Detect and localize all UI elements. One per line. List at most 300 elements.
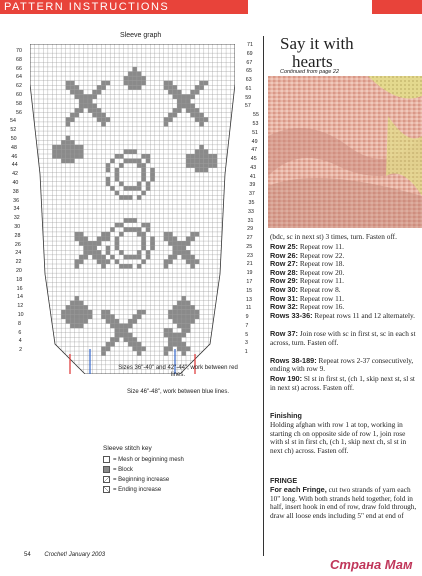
block-cell [115, 328, 119, 333]
block-cell [101, 237, 105, 242]
block-cell [168, 347, 172, 352]
page-footer [24, 552, 105, 558]
block-cell [83, 310, 87, 315]
block-cell [186, 250, 190, 255]
block-cell [168, 333, 172, 338]
block-cell [204, 163, 208, 168]
block-cell [141, 168, 145, 173]
right-row-number: 17 [246, 279, 253, 285]
block-cell [164, 81, 168, 86]
pattern-row [270, 330, 420, 347]
block-cell [199, 81, 203, 86]
pattern-intro: (bdc, sc in next st) 3 times, turn. Fasten off. [270, 232, 397, 241]
block-cell [182, 301, 186, 306]
block-cell [133, 227, 137, 232]
left-row-number: 30 [14, 224, 21, 230]
pattern-row [270, 375, 420, 392]
block-cell [106, 342, 110, 347]
block-cell [182, 250, 186, 255]
pattern-row-label: Rows 33-36: [270, 310, 313, 320]
block-cell [168, 85, 172, 90]
left-row-number: 50 [10, 136, 17, 142]
block-cell [57, 154, 61, 159]
pattern-row-text: Repeat row 8. [299, 285, 341, 294]
right-row-number: 3 [245, 340, 248, 347]
block-cell [115, 259, 119, 264]
block-cell [173, 255, 177, 260]
block-cell [182, 324, 186, 329]
right-row-number: 21 [246, 261, 253, 268]
block-cell [199, 149, 203, 154]
right-row-number: 63 [245, 77, 252, 84]
pattern-row-label: Rows 38-189: [270, 355, 317, 365]
block-cell [182, 351, 186, 356]
block-cell [186, 154, 190, 159]
block-cell [199, 159, 203, 164]
block-cell [70, 117, 74, 122]
block-cell [199, 113, 203, 118]
block-cell [75, 85, 79, 90]
block-cell [164, 122, 168, 127]
block-cell [115, 319, 119, 324]
block-cell [75, 154, 79, 159]
block-cell [177, 314, 181, 319]
block-cell [115, 168, 119, 173]
block-cell [128, 159, 132, 164]
block-cell [75, 301, 79, 306]
left-row-number: 54 [10, 118, 16, 125]
block-cell [168, 337, 172, 342]
block-cell [101, 81, 105, 86]
block-cell [110, 337, 114, 342]
left-row-number: 18 [16, 276, 23, 283]
pattern-row [270, 312, 420, 321]
block-cell [182, 333, 186, 338]
block-cell [208, 163, 212, 168]
block-cell [150, 246, 154, 251]
pattern-row-text: Repeat row 18. [299, 259, 345, 269]
block-cell [61, 154, 65, 159]
block-cell [79, 259, 83, 264]
block-cell [141, 191, 145, 196]
block-cell [182, 241, 186, 246]
block-cell [168, 314, 172, 319]
block-cell [79, 108, 83, 113]
afghan-photo [268, 76, 422, 228]
block-cell [150, 241, 154, 246]
block-cell [182, 305, 186, 310]
block-cell [133, 255, 137, 260]
block-cell [119, 264, 123, 269]
block-cell [79, 145, 83, 150]
block-cell [173, 319, 177, 324]
block-cell [146, 255, 150, 260]
block-cell [79, 237, 83, 242]
block-cell [190, 104, 194, 109]
block-cell [124, 159, 128, 164]
block-cell [182, 296, 186, 301]
block-cell [177, 305, 181, 310]
size-note-blue: Size 46"-48", work between blue lines. [127, 389, 229, 395]
block-cell [195, 310, 199, 315]
left-row-number: 24 [15, 250, 22, 257]
block-cell [141, 163, 145, 168]
block-cell [177, 310, 181, 315]
pattern-row-label: Row 25: [270, 242, 298, 251]
block-cell [173, 90, 177, 95]
block-cell [195, 259, 199, 264]
block-cell [168, 328, 172, 333]
block-cell [173, 342, 177, 347]
right-row-number: 33 [248, 208, 254, 215]
key-ending-increase [103, 486, 161, 493]
block-cell [182, 319, 186, 324]
block-cell [128, 76, 132, 81]
block-cell [66, 81, 70, 86]
block-cell [177, 324, 181, 329]
right-row-number: 1 [244, 349, 248, 356]
block-cell [168, 259, 172, 264]
block-cell [61, 310, 65, 315]
block-cell [119, 163, 123, 168]
block-cell [141, 154, 145, 159]
block-cell [128, 255, 132, 260]
continued-note: Continued from page 22 [280, 69, 340, 75]
block-cell [173, 250, 177, 255]
block-cell [133, 149, 137, 154]
pattern-row-label: Row 32: [270, 302, 298, 312]
block-cell [101, 113, 105, 118]
pattern-row-text: Repeat row 16. [299, 302, 345, 312]
sleeve-graph-svg [30, 44, 235, 374]
block-cell [204, 168, 208, 173]
block-cell [110, 324, 114, 329]
block-cell [173, 305, 177, 310]
block-cell [168, 113, 172, 118]
block-cell [101, 255, 105, 260]
block-cell [92, 246, 96, 251]
block-cell [101, 264, 105, 269]
block-cell [141, 232, 145, 237]
block-cell [150, 172, 154, 177]
block-cell [75, 259, 79, 264]
block-cell [141, 246, 145, 251]
block-cell [115, 324, 119, 329]
pattern-row-text: Repeat row 11. [299, 242, 344, 251]
key-block-label: = Block [113, 466, 133, 473]
block-cell [97, 255, 101, 260]
right-row-number: 23 [247, 252, 253, 259]
block-cell [213, 163, 217, 168]
block-cell [97, 241, 101, 246]
block-cell [106, 177, 110, 182]
right-row-number: 45 [250, 156, 257, 163]
left-row-number: 32 [13, 215, 20, 222]
left-row-number: 34 [13, 206, 20, 213]
pattern-row [270, 357, 420, 374]
block-cell [88, 250, 92, 255]
block-cell [75, 319, 79, 324]
left-row-number: 4 [18, 338, 22, 345]
block-cell [66, 136, 70, 141]
right-row-number: 65 [246, 68, 252, 75]
block-cell [79, 99, 83, 104]
block-cell [141, 177, 145, 182]
left-row-number: 22 [15, 259, 22, 266]
block-cell [66, 159, 70, 164]
block-cell [97, 113, 101, 118]
block-cell [190, 237, 194, 242]
block-cell [164, 85, 168, 90]
key-beginning-increase-label: = Beginning increase [113, 476, 170, 483]
block-cell [101, 347, 105, 352]
block-cell [177, 241, 181, 246]
block-cell [146, 182, 150, 187]
block-cell [164, 259, 168, 264]
block-cell [128, 337, 132, 342]
block-cell [106, 319, 110, 324]
block-cell [61, 145, 65, 150]
block-cell [101, 351, 105, 356]
block-cell [164, 237, 168, 242]
block-cell [79, 232, 83, 237]
left-row-number: 58 [16, 100, 22, 107]
block-cell [150, 237, 154, 242]
block-cell [97, 85, 101, 90]
block-cell [199, 117, 203, 122]
block-cell [195, 85, 199, 90]
block-cell [106, 246, 110, 251]
block-cell [79, 310, 83, 315]
block-cell [83, 319, 87, 324]
block-cell [88, 241, 92, 246]
block-cell [182, 328, 186, 333]
block-cell [97, 108, 101, 113]
block-cell [146, 154, 150, 159]
pattern-row-text: Repeat rows 11 and 12 alternately. [314, 310, 415, 320]
block-cell [79, 241, 83, 246]
right-row-number: 59 [245, 94, 252, 101]
block-cell [52, 154, 56, 159]
fringe-label: For each Fringe, [270, 485, 327, 494]
block-cell [195, 232, 199, 237]
block-cell [106, 310, 110, 315]
block-cell [186, 104, 190, 109]
finishing-title: Finishing [270, 411, 302, 420]
column-divider [263, 36, 264, 556]
block-cell [133, 314, 137, 319]
block-cell [97, 117, 101, 122]
block-cell [177, 301, 181, 306]
block-cell [137, 310, 141, 315]
block-cell [124, 255, 128, 260]
block-cell [83, 94, 87, 99]
left-row-number: 42 [12, 171, 18, 178]
block-cell [66, 305, 70, 310]
block-cell [52, 145, 56, 150]
block-cell [133, 337, 137, 342]
block-cell [124, 186, 128, 191]
left-row-number: 52 [10, 127, 17, 134]
right-row-number: 57 [244, 103, 251, 110]
key-mesh-label: = Mesh or beginning mesh [113, 456, 184, 463]
fringe-text [270, 486, 420, 520]
block-cell [164, 117, 168, 122]
block-cell [177, 333, 181, 338]
block-cell [115, 337, 119, 342]
block-cell [133, 67, 137, 72]
block-cell [208, 159, 212, 164]
block-cell [70, 154, 74, 159]
block-cell [173, 333, 177, 338]
block-cell [182, 104, 186, 109]
block-cell [119, 333, 123, 338]
block-cell [52, 149, 56, 154]
left-row-number: 36 [13, 197, 20, 204]
block-cell [141, 310, 145, 315]
block-cell [70, 145, 74, 150]
block-swatch-icon [103, 466, 110, 473]
block-cell [75, 310, 79, 315]
block-cell [124, 149, 128, 154]
block-cell [186, 305, 190, 310]
article-title [280, 35, 354, 71]
left-row-number: 62 [16, 83, 22, 90]
block-cell [168, 81, 172, 86]
block-cell [101, 310, 105, 315]
right-row-number: 15 [246, 287, 253, 294]
block-cell [83, 104, 87, 109]
block-cell [124, 264, 128, 269]
block-cell [83, 241, 87, 246]
block-cell [177, 94, 181, 99]
block-cell [141, 241, 145, 246]
block-cell [141, 223, 145, 228]
block-cell [92, 250, 96, 255]
block-cell [92, 90, 96, 95]
block-cell [177, 342, 181, 347]
block-cell [137, 85, 141, 90]
block-cell [213, 159, 217, 164]
block-cell [101, 314, 105, 319]
header-title: PATTERN INSTRUCTIONS [4, 1, 170, 13]
block-cell [190, 232, 194, 237]
left-row-number: 38 [12, 188, 19, 195]
left-row-number: 16 [16, 285, 23, 292]
block-cell [164, 347, 168, 352]
block-cell [195, 113, 199, 118]
block-cell [195, 168, 199, 173]
block-cell [70, 159, 74, 164]
block-cell [190, 264, 194, 269]
block-cell [168, 255, 172, 260]
pattern-row-label: Row 27: [270, 259, 298, 269]
pattern-row-label: Row 29: [270, 276, 298, 286]
block-cell [182, 310, 186, 315]
block-cell [168, 310, 172, 315]
block-cell [101, 232, 105, 237]
block-cell [61, 140, 65, 145]
block-cell [66, 145, 70, 150]
block-cell [128, 227, 132, 232]
block-cell [66, 85, 70, 90]
block-cell [115, 241, 119, 246]
block-cell [119, 223, 123, 228]
block-cell [146, 227, 150, 232]
block-cell [141, 172, 145, 177]
block-cell [168, 117, 172, 122]
block-cell [133, 319, 137, 324]
block-cell [101, 117, 105, 122]
block-cell [79, 154, 83, 159]
block-cell [186, 237, 190, 242]
left-row-number: 48 [11, 144, 17, 151]
block-cell [128, 81, 132, 86]
magazine-name: Crochet! January 2003 [44, 552, 106, 558]
pattern-row-label: Row 31: [270, 293, 298, 303]
right-row-number: 25 [246, 243, 253, 250]
right-row-number: 27 [246, 235, 253, 242]
pattern-row-label: Row 30: [270, 285, 298, 294]
pattern-row-label: Row 37: [270, 329, 298, 338]
block-cell [182, 347, 186, 352]
block-cell [119, 250, 123, 255]
block-cell [106, 314, 110, 319]
block-cell [164, 351, 168, 356]
block-cell [204, 117, 208, 122]
block-cell [124, 337, 128, 342]
block-cell [177, 104, 181, 109]
block-cell [97, 90, 101, 95]
block-cell [204, 149, 208, 154]
block-cell [83, 99, 87, 104]
left-row-number: 64 [16, 74, 22, 81]
block-cell [133, 186, 137, 191]
key-block [103, 466, 133, 473]
block-cell [173, 337, 177, 342]
block-cell [177, 347, 181, 352]
block-cell [177, 319, 181, 324]
block-cell [88, 314, 92, 319]
block-cell [199, 122, 203, 127]
block-cell [128, 264, 132, 269]
block-cell [115, 154, 119, 159]
block-cell [124, 218, 128, 223]
key-ending-increase-label: = Ending increase [113, 486, 162, 493]
right-row-number: 55 [253, 112, 259, 119]
block-cell [190, 305, 194, 310]
block-cell [75, 324, 79, 329]
left-row-number: 10 [17, 312, 24, 318]
block-cell [57, 145, 61, 150]
block-cell [128, 72, 132, 77]
block-cell [137, 314, 141, 319]
block-cell [195, 117, 199, 122]
block-cell [83, 305, 87, 310]
block-cell [106, 117, 110, 122]
block-cell [137, 81, 141, 86]
left-row-number: 26 [14, 241, 21, 248]
right-row-number: 53 [252, 121, 259, 127]
block-cell [124, 195, 128, 200]
block-cell [92, 104, 96, 109]
block-cell [182, 94, 186, 99]
right-row-number: 39 [249, 182, 256, 189]
block-cell [124, 324, 128, 329]
block-cell [75, 145, 79, 150]
block-cell [190, 108, 194, 113]
block-cell [137, 250, 141, 255]
